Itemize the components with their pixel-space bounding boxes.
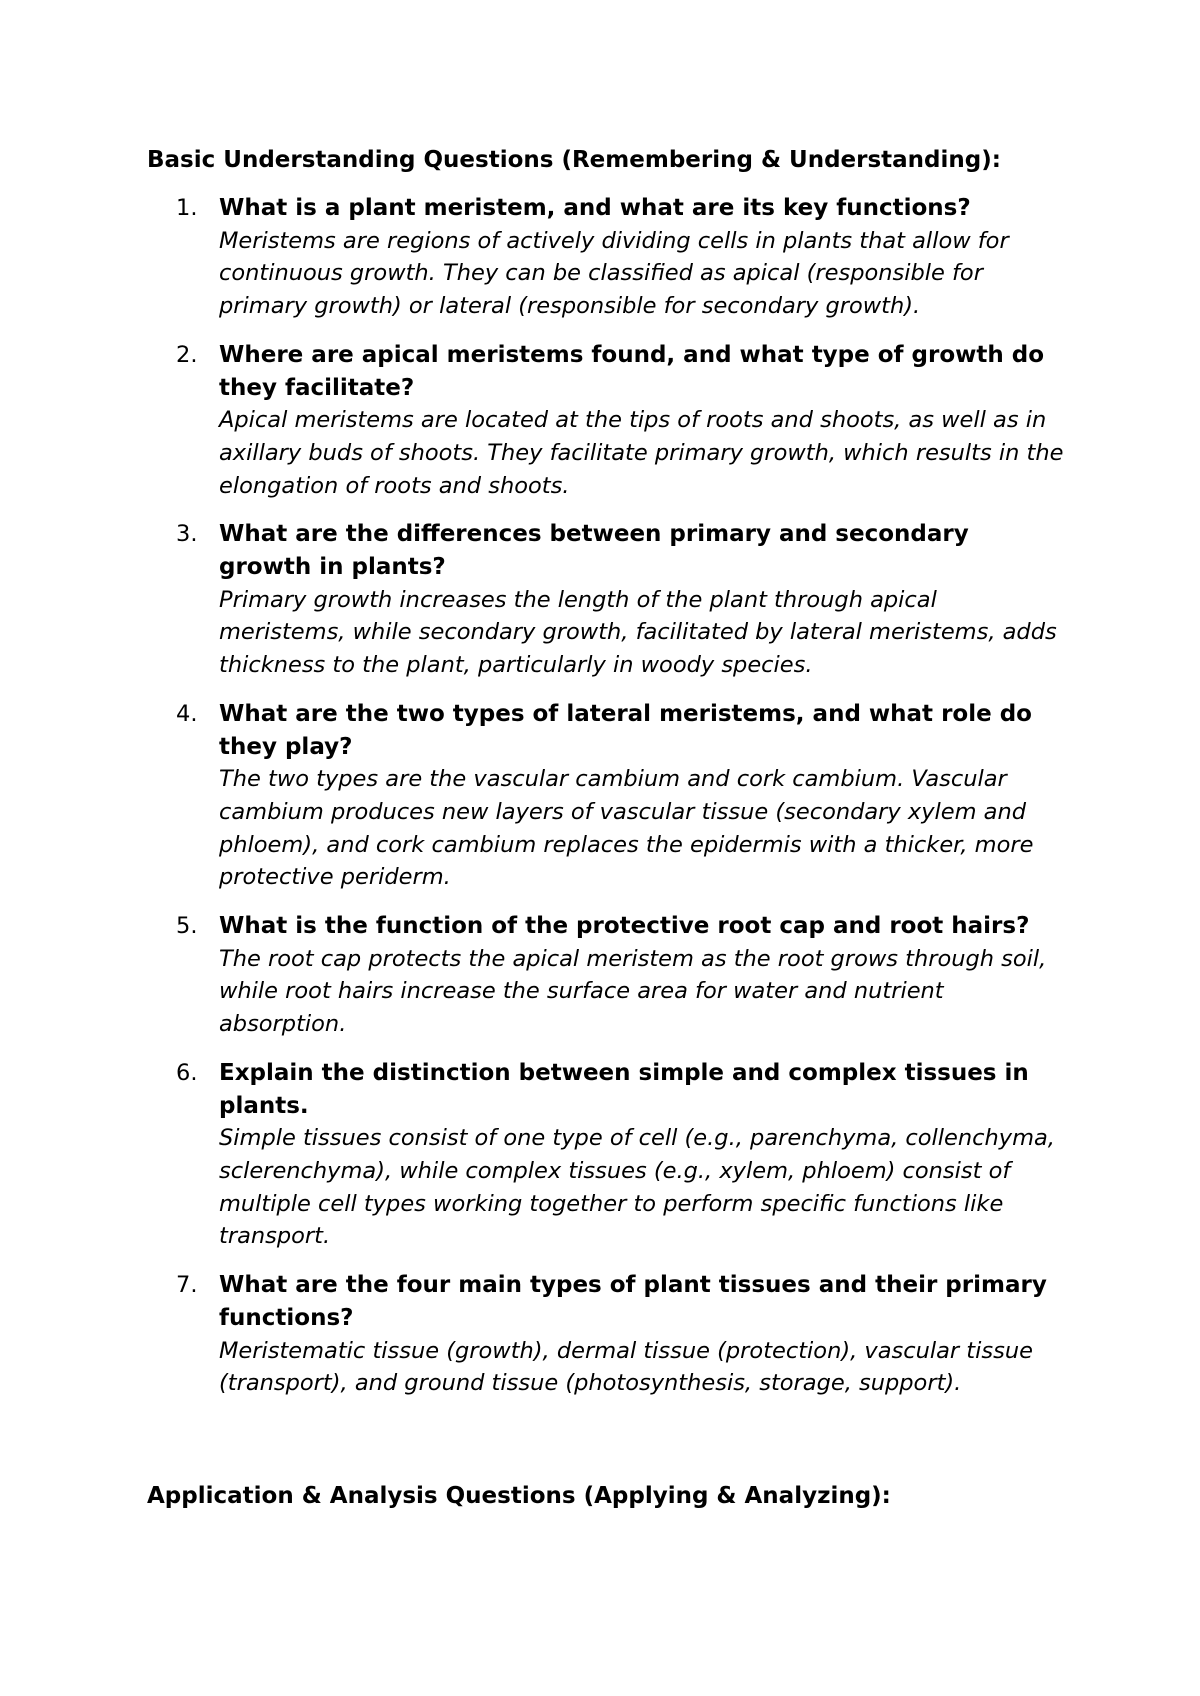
answer-text: Apical meristems are located at the tips of roots and shoots, as well as in axillary buds of shoots. They facilitate primary growth, which results in the elongation of roots and shoots. [219,407,1064,499]
question-number: 6. [176,1059,198,1086]
question-text: What are the four main types of plant tissues and their primary functions? [219,1272,1047,1331]
question-item [147,1269,1067,1400]
question-text: Where are apical meristems found, and what type of growth do they facilitate? [219,341,1045,401]
question-text: What is the function of the protective root cap and root hairs? [219,913,1030,940]
question-item [147,339,1067,503]
question-item [147,518,1067,682]
answer-text: Simple tissues consist of one type of cell (e.g., parenchyma, collenchyma, sclerenchyma), while complex tissues (e.g., xylem, phloem) consist of multiple cell types working together to perform specific functions like transport. [219,1125,1055,1250]
question-text: What is a plant meristem, and what are its key functions? [219,195,971,221]
answer-text: The root cap protects the apical meristem as the root grows through soil, while root hairs increase the surface area for water and nutrient absorption. [219,945,1047,1038]
question-list [147,192,1067,1416]
question-item [147,1057,1067,1253]
section-heading-application-analysis: Application & Analysis Questions (Applying & Analyzing): [147,1483,891,1509]
question-number: 7. [176,1272,198,1299]
answer-text: The two types are the vascular cambium and cork cambium. Vascular cambium produces new layers of vascular tissue (secondary xylem and phloem), and cork cambium replaces the epidermis with a thicker, more protective periderm. [219,766,1034,891]
question-text: What are the differences between primary and secondary growth in plants? [219,521,969,581]
answer-text: Primary growth increases the length of the plant through apical meristems, while secondary growth, facilitated by lateral meristems, adds thickness to the plant, particularly in woody species. [219,586,1057,679]
answer-text: Meristems are regions of actively dividing cells in plants that allow for continuous growth. They can be classified as apical (responsible for primary growth) or lateral (responsible for secondary growth). [219,227,1009,320]
question-item [147,698,1067,894]
section-heading-basic-understanding: Basic Understanding Questions (Remembering & Understanding): [147,147,1001,173]
question-item [147,192,1067,323]
question-number: 2. [176,341,198,368]
question-number: 1. [176,195,198,221]
question-text: Explain the distinction between simple and complex tissues in plants. [219,1059,1029,1119]
question-number: 4. [176,700,198,727]
question-number: 5. [176,913,198,940]
answer-text: Meristematic tissue (growth), dermal tissue (protection), vascular tissue (transport), and ground tissue (photosynthesis, storage, support). [219,1337,1033,1397]
question-number: 3. [176,521,198,548]
question-text: What are the two types of lateral meristems, and what role do they play? [219,700,1032,760]
question-item [147,910,1067,1041]
